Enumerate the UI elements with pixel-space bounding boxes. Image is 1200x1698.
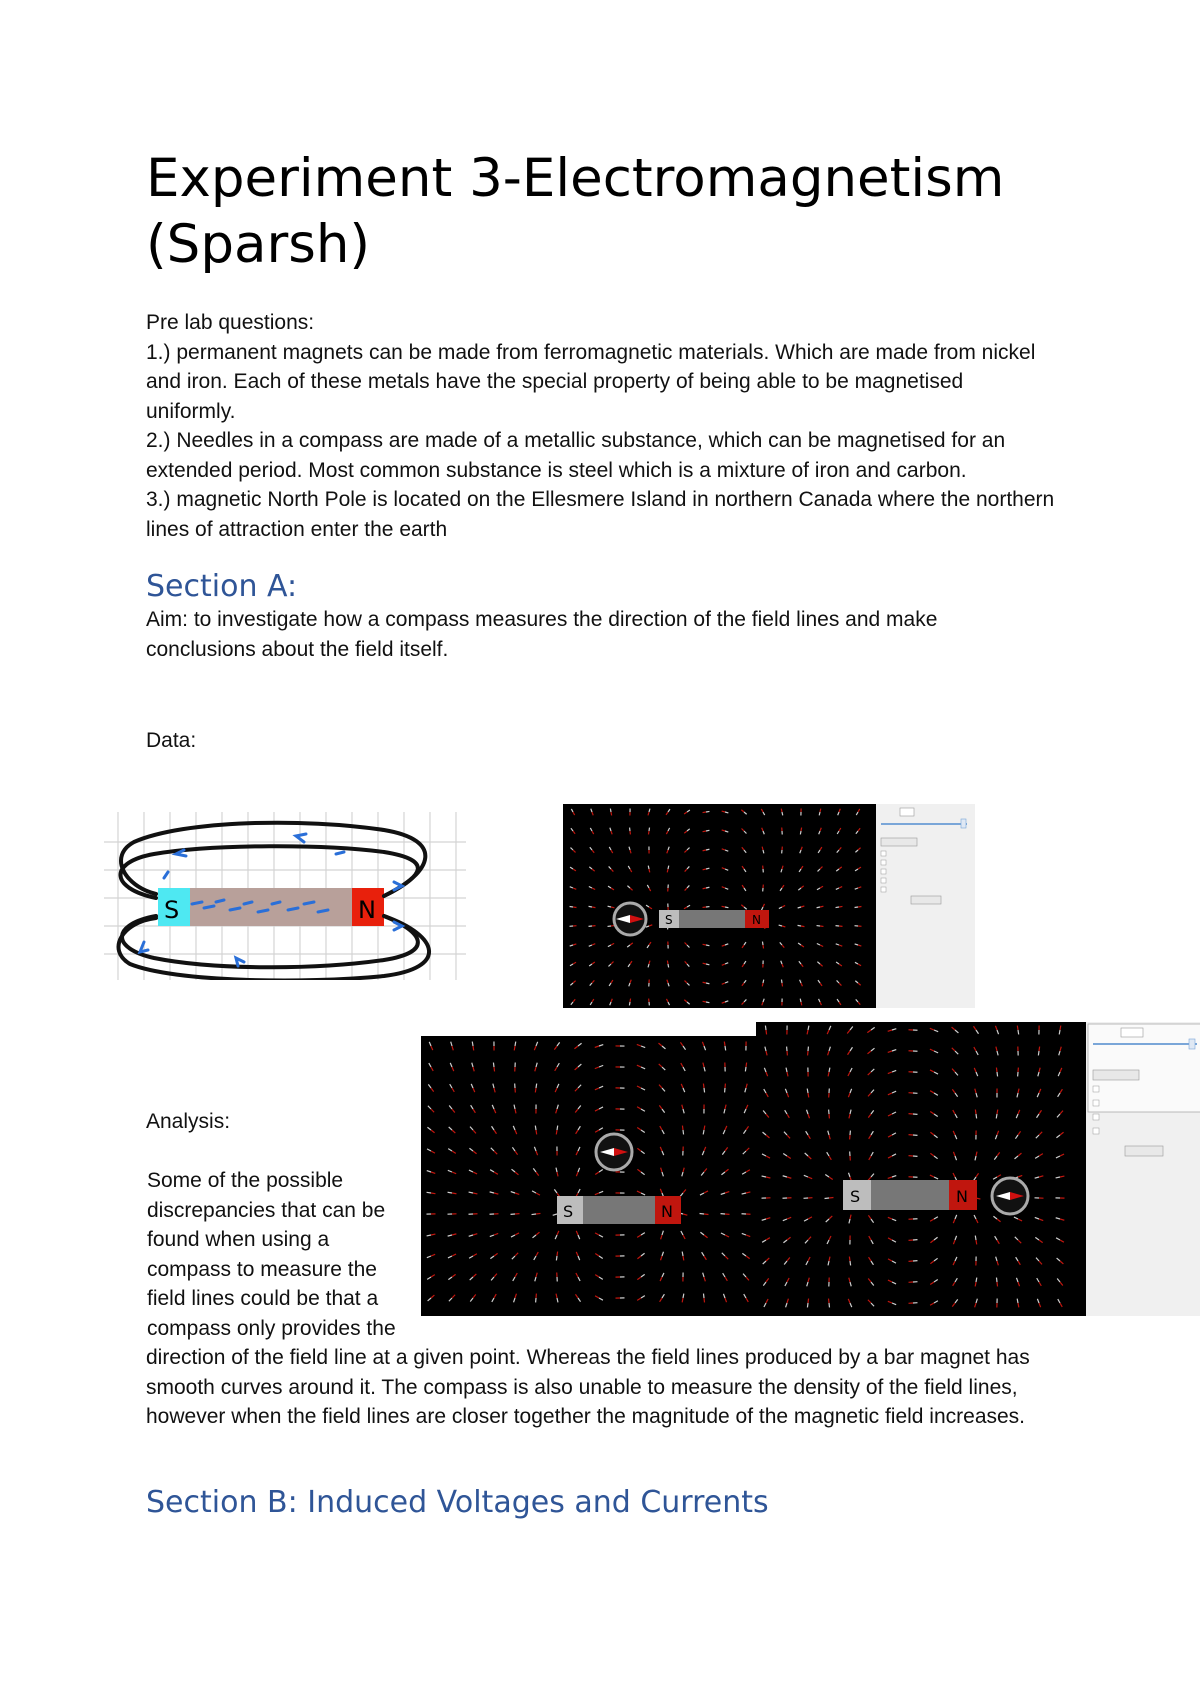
field-vector: [648, 866, 649, 869]
field-vector: [494, 1067, 495, 1071]
compass: [614, 903, 646, 935]
field-vector: [706, 887, 709, 888]
field-vector: [573, 907, 576, 908]
magnet-s-label: S: [563, 1202, 574, 1221]
field-vector: [820, 809, 821, 812]
field-vector: [706, 830, 709, 831]
field-vector: [706, 945, 709, 946]
field-vector: [800, 999, 801, 1002]
field-vector: [682, 1126, 683, 1130]
analysis-text: Some of the possible discrepancies that can be found when using a compass to measure the field lines could be that a compass only provides the direction of the field line at a given point. Whereas the field lines produced by a bar magnet has smooth curves around it. The compass is also unable to measure the density of the field lines, however when the field lines are closer together the magnitude of the magnetic field increases.: [146, 1169, 1030, 1428]
field-vector: [996, 1068, 997, 1072]
field-vector: [535, 1126, 536, 1130]
field-vector: [781, 980, 782, 983]
field-lines-sketch: [104, 812, 466, 980]
field-vector: [473, 1046, 474, 1050]
bar-magnet: [659, 910, 769, 928]
field-vector: [839, 906, 842, 907]
sketch-n-label: N: [358, 896, 376, 924]
field-vector: [610, 809, 611, 812]
field-vector: [725, 1046, 726, 1050]
field-vector: [611, 812, 612, 815]
field-vector: [629, 1002, 630, 1005]
field-vector: [725, 907, 728, 908]
field-vector: [703, 850, 706, 851]
field-vector: [836, 907, 839, 908]
field-vector: [706, 983, 709, 984]
field-vector: [1018, 1030, 1019, 1034]
field-vector: [820, 906, 823, 907]
field-vector: [706, 811, 709, 812]
field-vector: [683, 1130, 684, 1134]
field-vector: [649, 869, 650, 872]
field-vector: [648, 831, 649, 834]
page-title: Experiment 3-Electromagnetism (Sparsh): [146, 148, 1005, 275]
analysis-block: [146, 1166, 1046, 1432]
field-vector: [766, 1030, 767, 1034]
analysis-label: Analysis:: [146, 1110, 231, 1133]
field-vector: [668, 964, 669, 967]
field-vector: [703, 1130, 704, 1134]
field-vector: [703, 1084, 704, 1088]
field-vector: [515, 1042, 516, 1046]
field-vector: [589, 906, 592, 907]
field-vector: [782, 812, 783, 815]
field-vector: [703, 869, 706, 870]
sketch-s-label: S: [164, 896, 180, 924]
field-vector: [535, 1088, 536, 1092]
field-vector: [704, 1126, 705, 1130]
prelab-block: [146, 308, 1056, 544]
section-b-heading: Section B: Induced Voltages and Currents: [146, 1485, 769, 1520]
field-vector: [722, 906, 725, 907]
field-vector: [557, 1126, 558, 1130]
prelab-answer-3: 3.) magnetic North Pole is located on the Ellesmere Island in northern Canada where the northern lines of attraction enter the earth: [146, 488, 1055, 541]
field-vector: [703, 944, 706, 945]
field-vector: [808, 1093, 809, 1097]
field-vector: [667, 869, 668, 872]
simulation-screenshot-1: [563, 804, 975, 1008]
field-vector: [801, 828, 802, 831]
field-vector: [975, 1110, 976, 1114]
field-vector: [746, 1063, 747, 1067]
field-vector: [630, 999, 631, 1002]
field-vector: [514, 1046, 515, 1050]
field-vector: [1059, 1030, 1060, 1034]
field-vector: [1039, 1047, 1040, 1051]
field-vector: [763, 850, 764, 853]
field-vector: [611, 907, 614, 908]
field-vector: [570, 906, 573, 907]
field-vector: [782, 983, 783, 986]
field-vector: [556, 1130, 557, 1134]
field-vector: [1038, 1051, 1039, 1055]
field-vector: [703, 888, 706, 889]
field-vector: [798, 925, 801, 926]
sketch-field-line: [121, 823, 425, 896]
field-vector: [1060, 1026, 1061, 1030]
field-vector: [706, 868, 709, 869]
field-vector: [472, 1042, 473, 1046]
magnet-n-label: N: [661, 1202, 673, 1221]
field-vector: [667, 961, 668, 964]
field-vector: [781, 809, 782, 812]
field-vector: [493, 1063, 494, 1067]
field-vector: [703, 982, 706, 983]
field-vector: [703, 1001, 706, 1002]
magnet-s-label: S: [665, 913, 673, 927]
field-vector: [608, 906, 611, 907]
field-vector: [649, 828, 650, 831]
field-vector: [997, 1110, 998, 1114]
field-vector: [762, 847, 763, 850]
section-a-heading: Section A:: [146, 569, 298, 604]
field-vector: [1017, 1026, 1018, 1030]
field-vector: [745, 1067, 746, 1071]
field-vector: [668, 866, 669, 869]
field-vector: [703, 963, 706, 964]
field-vector: [704, 1088, 705, 1092]
field-vector: [706, 849, 709, 850]
field-vector: [817, 907, 820, 908]
field-vector: [997, 1072, 998, 1076]
field-vector: [536, 1084, 537, 1088]
field-vector: [800, 831, 801, 834]
control-panel: [876, 804, 975, 1008]
magnet-n-label: N: [752, 913, 761, 927]
aim-text: Aim: to investigate how a compass measures the direction of the field lines and make conclusions about the field itself.: [146, 608, 938, 661]
field-vector: [703, 812, 706, 813]
field-vector: [765, 1026, 766, 1030]
magnet-n-label: N: [956, 1187, 968, 1206]
field-vector: [801, 1002, 802, 1005]
field-vector: [976, 1114, 977, 1118]
field-vector: [807, 1089, 808, 1093]
field-vector: [706, 1002, 709, 1003]
field-vector: [762, 942, 763, 945]
field-vector: [996, 1114, 997, 1118]
prelab-answer-2: 2.) Needles in a compass are made of a metallic substance, which can be magnetised for an extended period. Most common substance is steel which is a mixture of iron and carbon.: [146, 429, 1006, 482]
field-vector: [801, 926, 804, 927]
field-vector: [763, 945, 764, 948]
compass: [596, 1134, 632, 1170]
aim-block: [146, 605, 1026, 664]
field-vector: [536, 1130, 537, 1134]
field-vector: [724, 1042, 725, 1046]
field-vector: [703, 831, 706, 832]
magnet-s-label: S: [850, 1187, 861, 1206]
field-vector: [819, 812, 820, 815]
field-vector: [592, 907, 595, 908]
field-vector: [763, 980, 764, 983]
field-vector: [762, 983, 763, 986]
prelab-answer-1: 1.) permanent magnets can be made from ferromagnetic materials. Which are made from nickel and iron. Each of these metals have the special property of being able to be magnetised uniformly.: [146, 340, 1036, 423]
data-label: Data:: [146, 729, 197, 752]
prelab-heading: Pre lab questions:: [146, 311, 315, 334]
field-vector: [706, 964, 709, 965]
